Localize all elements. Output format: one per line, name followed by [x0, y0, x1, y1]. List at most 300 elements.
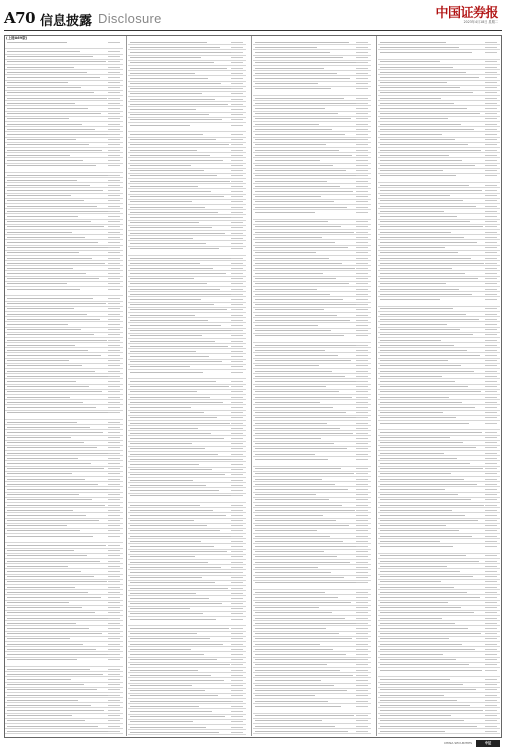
text-placeholder	[231, 299, 243, 300]
text-placeholder	[7, 51, 80, 52]
text-placeholder	[108, 679, 120, 680]
text-placeholder	[231, 160, 243, 161]
text-placeholder	[108, 386, 120, 387]
text-placeholder	[380, 499, 471, 500]
text-placeholder	[356, 407, 368, 408]
text-placeholder	[231, 278, 243, 279]
text-placeholder	[356, 325, 368, 326]
text-placeholder	[485, 345, 497, 346]
text-placeholder	[380, 150, 481, 151]
text-placeholder	[380, 47, 459, 48]
text-placeholder	[7, 695, 110, 696]
text-placeholder	[7, 308, 74, 309]
text-placeholder	[7, 494, 79, 495]
text-placeholder	[380, 473, 451, 474]
text-placeholder	[108, 592, 120, 593]
text-placeholder	[485, 412, 497, 413]
text-placeholder	[108, 381, 120, 382]
text-placeholder	[7, 160, 83, 161]
text-placeholder	[380, 731, 445, 732]
text-placeholder	[7, 710, 104, 711]
text-placeholder	[485, 237, 497, 238]
text-placeholder	[231, 62, 243, 63]
text-placeholder	[356, 78, 368, 79]
text-placeholder	[356, 299, 368, 300]
text-placeholder	[380, 633, 481, 634]
text-placeholder	[108, 555, 120, 556]
text-placeholder	[380, 705, 470, 706]
text-placeholder	[380, 242, 477, 243]
text-placeholder	[231, 207, 243, 208]
text-placeholder	[130, 139, 216, 140]
text-placeholder	[108, 473, 120, 474]
text-placeholder	[356, 108, 368, 109]
text-placeholder	[7, 72, 87, 73]
text-placeholder	[255, 407, 333, 408]
text-placeholder	[7, 659, 77, 660]
text-placeholder	[485, 124, 497, 125]
text-placeholder	[356, 443, 368, 444]
text-placeholder	[108, 607, 120, 608]
text-placeholder	[380, 679, 450, 680]
text-placeholder	[255, 690, 347, 691]
text-placeholder	[231, 273, 243, 274]
text-placeholder	[130, 510, 213, 511]
text-placeholder	[231, 212, 243, 213]
text-placeholder	[356, 129, 368, 130]
text-placeholder	[231, 438, 243, 439]
text-placeholder	[485, 350, 497, 351]
table-row	[128, 730, 246, 735]
text-placeholder	[356, 582, 368, 583]
text-placeholder	[231, 57, 243, 58]
text-placeholder	[108, 659, 120, 660]
table-row	[5, 534, 123, 543]
text-placeholder	[130, 454, 218, 455]
text-placeholder	[356, 690, 368, 691]
text-placeholder	[108, 623, 120, 624]
text-placeholder	[356, 510, 368, 511]
text-placeholder	[485, 144, 497, 145]
text-placeholder	[485, 510, 497, 511]
text-placeholder	[108, 72, 120, 73]
text-placeholder	[255, 212, 315, 213]
text-placeholder	[485, 618, 497, 619]
text-placeholder	[231, 588, 243, 589]
text-placeholder	[356, 242, 368, 243]
table-row	[128, 617, 246, 626]
text-placeholder	[108, 226, 120, 227]
text-placeholder	[7, 571, 81, 572]
text-placeholder	[7, 150, 102, 151]
text-placeholder	[356, 68, 368, 69]
text-placeholder	[130, 732, 219, 733]
text-placeholder	[380, 278, 478, 279]
text-placeholder	[485, 232, 497, 233]
text-placeholder	[130, 536, 233, 537]
text-placeholder	[231, 386, 243, 387]
text-placeholder	[7, 216, 78, 217]
text-placeholder	[108, 355, 120, 356]
text-placeholder	[485, 98, 497, 99]
text-placeholder	[255, 304, 356, 305]
text-placeholder	[356, 556, 368, 557]
text-placeholder	[380, 124, 461, 125]
text-placeholder	[130, 480, 193, 481]
text-placeholder	[485, 340, 497, 341]
text-placeholder	[7, 42, 67, 43]
text-placeholder	[130, 315, 195, 316]
text-placeholder	[108, 61, 120, 62]
text-placeholder	[130, 330, 234, 331]
text-placeholder	[108, 289, 120, 290]
table-row	[5, 287, 123, 296]
text-placeholder	[130, 608, 190, 609]
text-placeholder	[108, 345, 120, 346]
text-placeholder	[356, 468, 368, 469]
text-placeholder	[380, 397, 449, 398]
text-placeholder	[231, 93, 243, 94]
text-placeholder	[231, 294, 243, 295]
text-placeholder	[108, 587, 120, 588]
text-placeholder	[380, 520, 478, 521]
text-placeholder	[130, 727, 206, 728]
text-placeholder	[130, 57, 201, 58]
text-placeholder	[380, 726, 477, 727]
text-placeholder	[485, 129, 497, 130]
text-placeholder	[255, 515, 323, 516]
text-placeholder	[108, 536, 120, 537]
text-placeholder	[7, 654, 109, 655]
text-placeholder	[130, 464, 199, 465]
text-placeholder	[231, 125, 243, 126]
text-placeholder	[255, 237, 322, 238]
text-placeholder	[485, 644, 497, 645]
text-placeholder	[108, 710, 120, 711]
table-column-block-3	[253, 40, 371, 735]
text-placeholder	[356, 263, 368, 264]
text-placeholder	[130, 346, 228, 347]
text-placeholder	[7, 484, 98, 485]
text-placeholder	[108, 314, 120, 315]
text-placeholder	[231, 155, 243, 156]
text-placeholder	[255, 428, 340, 429]
text-placeholder	[108, 633, 120, 634]
text-placeholder	[356, 680, 368, 681]
text-placeholder	[255, 592, 325, 593]
text-placeholder	[108, 155, 120, 156]
text-placeholder	[356, 397, 368, 398]
text-placeholder	[380, 92, 473, 93]
text-placeholder	[380, 308, 453, 309]
text-placeholder	[380, 82, 447, 83]
text-placeholder	[130, 335, 202, 336]
text-placeholder	[255, 602, 351, 603]
text-placeholder	[255, 675, 353, 676]
text-placeholder	[130, 309, 227, 310]
text-placeholder	[485, 226, 497, 227]
text-placeholder	[356, 423, 368, 424]
text-placeholder	[356, 283, 368, 284]
text-placeholder	[380, 258, 471, 259]
text-placeholder	[231, 351, 243, 352]
newspaper-masthead-logo: 中国证券报	[435, 6, 498, 21]
text-placeholder	[7, 273, 86, 274]
text-placeholder	[255, 479, 322, 480]
text-placeholder	[485, 397, 497, 398]
text-placeholder	[7, 155, 70, 156]
text-placeholder	[108, 180, 120, 181]
text-placeholder	[380, 638, 449, 639]
text-placeholder	[356, 386, 368, 387]
text-placeholder	[485, 391, 497, 392]
text-placeholder	[485, 150, 497, 151]
text-placeholder	[380, 479, 464, 480]
text-placeholder	[108, 98, 120, 99]
text-placeholder	[108, 412, 120, 413]
text-placeholder	[380, 432, 482, 433]
text-placeholder	[356, 515, 368, 516]
text-placeholder	[356, 572, 368, 573]
text-placeholder	[7, 422, 77, 423]
text-placeholder	[255, 443, 334, 444]
text-placeholder	[130, 283, 207, 284]
text-placeholder	[255, 294, 330, 295]
text-placeholder	[231, 577, 243, 578]
text-placeholder	[130, 175, 217, 176]
text-placeholder	[130, 495, 232, 496]
text-placeholder	[231, 664, 243, 665]
text-placeholder	[130, 438, 224, 439]
text-placeholder	[7, 365, 82, 366]
text-placeholder	[231, 638, 243, 639]
text-placeholder	[380, 710, 483, 711]
text-placeholder	[7, 139, 76, 140]
text-placeholder	[231, 361, 243, 362]
text-placeholder	[380, 200, 463, 201]
text-placeholder	[108, 42, 120, 43]
text-placeholder	[356, 448, 368, 449]
text-placeholder	[108, 468, 120, 469]
table-row	[128, 494, 246, 503]
text-placeholder	[7, 587, 75, 588]
text-placeholder	[255, 654, 346, 655]
text-placeholder	[380, 314, 466, 315]
text-placeholder	[356, 417, 368, 418]
text-placeholder	[255, 62, 356, 63]
text-placeholder	[485, 381, 497, 382]
text-placeholder	[130, 325, 221, 326]
text-placeholder	[255, 386, 326, 387]
text-placeholder	[130, 160, 223, 161]
text-placeholder	[255, 221, 328, 222]
text-placeholder	[130, 603, 222, 604]
text-placeholder	[485, 731, 497, 732]
text-placeholder	[356, 685, 368, 686]
text-placeholder	[485, 324, 497, 325]
text-placeholder	[130, 572, 234, 573]
text-placeholder	[485, 252, 497, 253]
text-placeholder	[255, 633, 339, 634]
text-placeholder	[356, 226, 368, 227]
text-placeholder	[130, 227, 212, 228]
text-placeholder	[231, 304, 243, 305]
text-placeholder	[108, 206, 120, 207]
text-placeholder	[108, 108, 120, 109]
text-placeholder	[255, 459, 328, 460]
text-placeholder	[255, 618, 345, 619]
text-placeholder	[255, 706, 341, 707]
text-placeholder	[7, 381, 76, 382]
text-placeholder	[356, 530, 368, 531]
text-placeholder	[108, 669, 120, 670]
text-placeholder	[108, 221, 120, 222]
text-placeholder	[356, 726, 368, 727]
text-placeholder	[380, 576, 473, 577]
text-placeholder	[108, 726, 120, 727]
text-placeholder	[485, 165, 497, 166]
text-placeholder	[7, 314, 87, 315]
text-placeholder	[356, 489, 368, 490]
text-placeholder	[7, 545, 106, 546]
text-placeholder	[255, 118, 351, 119]
text-placeholder	[130, 459, 231, 460]
text-placeholder	[231, 366, 243, 367]
text-placeholder	[7, 190, 103, 191]
text-placeholder	[231, 695, 243, 696]
text-placeholder	[7, 350, 88, 351]
text-placeholder	[231, 685, 243, 686]
text-placeholder	[380, 283, 446, 284]
text-placeholder	[255, 144, 326, 145]
text-placeholder	[231, 525, 243, 526]
text-placeholder	[7, 98, 107, 99]
text-placeholder	[130, 273, 226, 274]
text-placeholder	[356, 371, 368, 372]
text-placeholder	[485, 638, 497, 639]
text-placeholder	[380, 602, 448, 603]
text-placeholder	[485, 190, 497, 191]
text-placeholder	[108, 124, 120, 125]
text-placeholder	[130, 701, 231, 702]
text-placeholder	[356, 83, 368, 84]
text-placeholder	[485, 571, 497, 572]
text-placeholder	[108, 644, 120, 645]
text-placeholder	[108, 252, 120, 253]
text-placeholder	[7, 720, 85, 721]
text-placeholder	[485, 221, 497, 222]
text-placeholder	[231, 104, 243, 105]
text-placeholder	[255, 113, 338, 114]
text-placeholder	[130, 155, 210, 156]
text-placeholder	[108, 391, 120, 392]
table-row	[5, 411, 123, 420]
text-placeholder	[356, 252, 368, 253]
text-placeholder	[7, 726, 98, 727]
text-placeholder	[108, 510, 120, 511]
text-placeholder	[485, 664, 497, 665]
text-placeholder	[231, 201, 243, 202]
column-divider	[376, 36, 377, 736]
text-placeholder	[231, 417, 243, 418]
text-placeholder	[108, 654, 120, 655]
text-placeholder	[356, 165, 368, 166]
text-placeholder	[380, 108, 467, 109]
text-placeholder	[130, 397, 210, 398]
text-placeholder	[255, 134, 345, 135]
text-placeholder	[108, 268, 120, 269]
text-placeholder	[7, 705, 91, 706]
text-placeholder	[380, 221, 470, 222]
text-placeholder	[231, 680, 243, 681]
text-placeholder	[255, 546, 356, 547]
text-placeholder	[380, 232, 451, 233]
text-placeholder	[356, 294, 368, 295]
text-placeholder	[231, 139, 243, 140]
text-placeholder	[380, 541, 440, 542]
text-placeholder	[485, 628, 497, 629]
text-placeholder	[485, 520, 497, 521]
text-placeholder	[108, 597, 120, 598]
text-placeholder	[130, 469, 212, 470]
text-placeholder	[108, 499, 120, 500]
text-placeholder	[108, 283, 120, 284]
text-placeholder	[485, 546, 497, 547]
text-placeholder	[356, 47, 368, 48]
text-placeholder	[485, 705, 497, 706]
text-placeholder	[485, 185, 497, 186]
text-placeholder	[255, 438, 321, 439]
text-placeholder	[255, 731, 348, 732]
text-placeholder	[380, 371, 474, 372]
text-placeholder	[130, 99, 215, 100]
text-placeholder	[356, 612, 368, 613]
text-placeholder	[108, 51, 120, 52]
text-placeholder	[255, 330, 331, 331]
text-placeholder	[356, 237, 368, 238]
text-placeholder	[108, 216, 120, 217]
text-placeholder	[485, 61, 497, 62]
text-placeholder	[380, 113, 480, 114]
text-placeholder	[380, 268, 452, 269]
text-placeholder	[356, 320, 368, 321]
text-placeholder	[356, 304, 368, 305]
text-placeholder	[231, 227, 243, 228]
text-placeholder	[231, 644, 243, 645]
text-placeholder	[130, 485, 206, 486]
text-placeholder	[255, 175, 359, 176]
text-placeholder	[231, 407, 243, 408]
text-placeholder	[130, 119, 222, 120]
text-placeholder	[255, 715, 354, 716]
text-placeholder	[231, 443, 243, 444]
text-placeholder	[380, 103, 454, 104]
text-placeholder	[130, 150, 197, 151]
text-placeholder	[7, 649, 96, 650]
text-placeholder	[255, 278, 336, 279]
text-placeholder	[108, 308, 120, 309]
text-placeholder	[485, 447, 497, 448]
text-placeholder	[380, 190, 482, 191]
text-placeholder	[108, 144, 120, 145]
text-placeholder	[7, 87, 81, 88]
text-placeholder	[255, 494, 316, 495]
text-placeholder	[356, 720, 368, 721]
text-placeholder	[380, 447, 476, 448]
text-placeholder	[255, 680, 321, 681]
text-placeholder	[255, 42, 349, 43]
text-placeholder	[255, 417, 359, 418]
